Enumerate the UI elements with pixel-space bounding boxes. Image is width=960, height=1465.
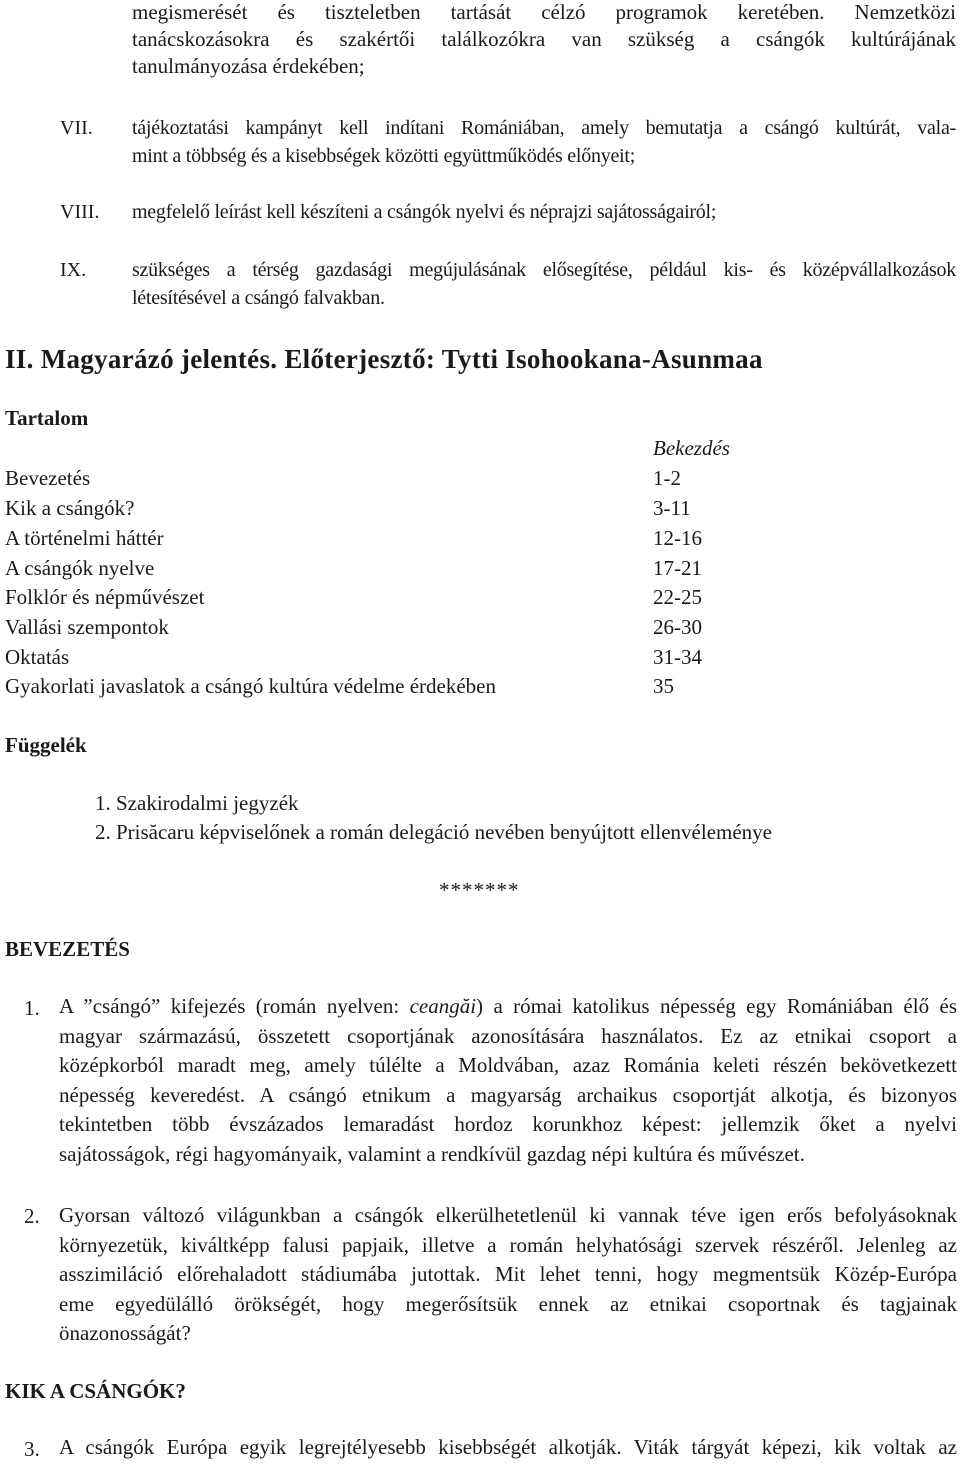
text-line: önazonosságát? (59, 1321, 191, 1345)
toc-row-label: Oktatás (5, 645, 70, 669)
paragraph (59, 1201, 957, 1349)
text-line: asszimiláció előrehaladott stádiumába jutottak. Mit lehet tenni, hogy megmentsük Közép-Európa (59, 1262, 957, 1286)
paragraph (59, 1433, 957, 1463)
text-line: A csángók Európa egyik legrejtélyesebb kisebbségét alkotják. Viták tárgyát képezi, kik voltak az (59, 1435, 957, 1459)
italic-term: ceangăi (409, 994, 477, 1018)
toc-row-label: Vallási szempontok (5, 615, 169, 639)
toc-row-paragraphs: 12-16 (653, 526, 702, 550)
text-line: megismerését és tiszteletben tartását célzó programok keretében. Nemzetközi (132, 0, 956, 24)
text-line: népesség keveredést. A csángó etnikum a magyarság archaikus csoportját alkotja, és bizonyos (59, 1082, 957, 1107)
text-line: létesítésével a csángó falvakban. (132, 287, 385, 309)
text-line: környezetük, kiváltképp falusi papjaik, illetve a román helyhatósági szervek részéről. Jelenleg az (59, 1232, 957, 1257)
text-line: tanulmányozása érdekében; (132, 54, 365, 78)
text-line: eme egyedülálló örökségét, hogy megerősítsük ennek az etnikai csoportnak és tagjainak (59, 1291, 957, 1316)
text-line: Gyorsan változó világunkban a csángók elkerülhetetlenül ki vannak téve igen erős befolyásoknak (59, 1203, 957, 1227)
separator: ******* (439, 878, 520, 902)
toc-row-label: A csángók nyelve (5, 556, 155, 580)
toc-row-label: Folklór és népművészet (5, 585, 205, 609)
text-line: középkorból maradt meg, amely túlélte a Moldvában, azaz Románia keleti részén bekövetkezett (59, 1053, 957, 1077)
text-line: sajátosságok, régi hagyományaik, valamint a rendkívül gazdag népi kultúra és művészet. (59, 1141, 805, 1166)
toc-row-paragraphs: 35 (653, 674, 674, 698)
toc-row-paragraphs: 26-30 (653, 615, 702, 639)
toc-row-label: Gyakorlati javaslatok a csángó kultúra védelme érdekében (5, 674, 496, 698)
introduction-heading: BEVEZETÉS (5, 937, 130, 961)
appendix-item: 1. Szakirodalmi jegyzék (95, 791, 299, 815)
roman-numeral: IX. (60, 259, 87, 281)
text-line: tekintetben több évszázados lemaradást hordoz korunkhoz képest: jellemzik őket a nyelvi (59, 1112, 957, 1136)
roman-numeral: VII. (60, 117, 93, 139)
text-line: megfelelő leírást kell készíteni a csángók nyelvi és néprajzi sajátosságairól; (132, 201, 717, 223)
text-line (59, 992, 957, 1022)
section-title: II. Magyarázó jelentés. Előterjesztő: Tytti Isohookana-Asunmaa (5, 344, 763, 374)
toc-row-paragraphs: 17-21 (653, 556, 702, 580)
toc-row-paragraphs: 22-25 (653, 585, 702, 609)
text-line: szükséges a térség gazdasági megújulásának elősegítése, például kis- és középvállalkozások (132, 259, 956, 281)
toc-heading: Tartalom (5, 406, 89, 430)
text-line: tanácskozásokra és szakértői találkozókra van szükség a csángók kultúrájának (132, 27, 956, 51)
text-line: tájékoztatási kampányt kell indítani Romániában, amely bemutatja a csángó kultúrát, vala- (132, 117, 956, 139)
roman-numeral: VIII. (60, 201, 100, 223)
text-line: magyar származású, összetett csoportjának azonosítására használatos. Ez az etnikai csoport a (59, 1023, 957, 1048)
toc-row-label: Kik a csángók? (5, 496, 135, 520)
toc-row-label: A történelmi háttér (5, 526, 164, 550)
paragraph-number: 3. (24, 1437, 40, 1461)
toc-row-paragraphs: 31-34 (653, 645, 702, 669)
appendix-heading: Függelék (5, 733, 87, 757)
appendix-item: 2. Prisăcaru képviselőnek a román delegáció nevében benyújtott ellenvéleménye (95, 820, 772, 844)
paragraph (59, 992, 957, 1169)
paragraph-number: 1. (24, 996, 40, 1020)
toc-row-paragraphs: 1-2 (653, 466, 681, 490)
toc-row-paragraphs: 3-11 (653, 496, 691, 520)
toc-row-label: Bevezetés (5, 466, 91, 490)
text-line: mint a többség és a kisebbségek közötti együttműködés előnyeit; (132, 145, 636, 167)
text-run: ) a római katolikus népesség egy Romániában élő és (476, 994, 957, 1018)
paragraph-number: 2. (24, 1204, 40, 1228)
who-heading: KIK A CSÁNGÓK? (5, 1379, 186, 1403)
toc-column-header: Bekezdés (653, 436, 730, 460)
text-run: A ”csángó” kifejezés (román nyelven: (59, 994, 410, 1018)
